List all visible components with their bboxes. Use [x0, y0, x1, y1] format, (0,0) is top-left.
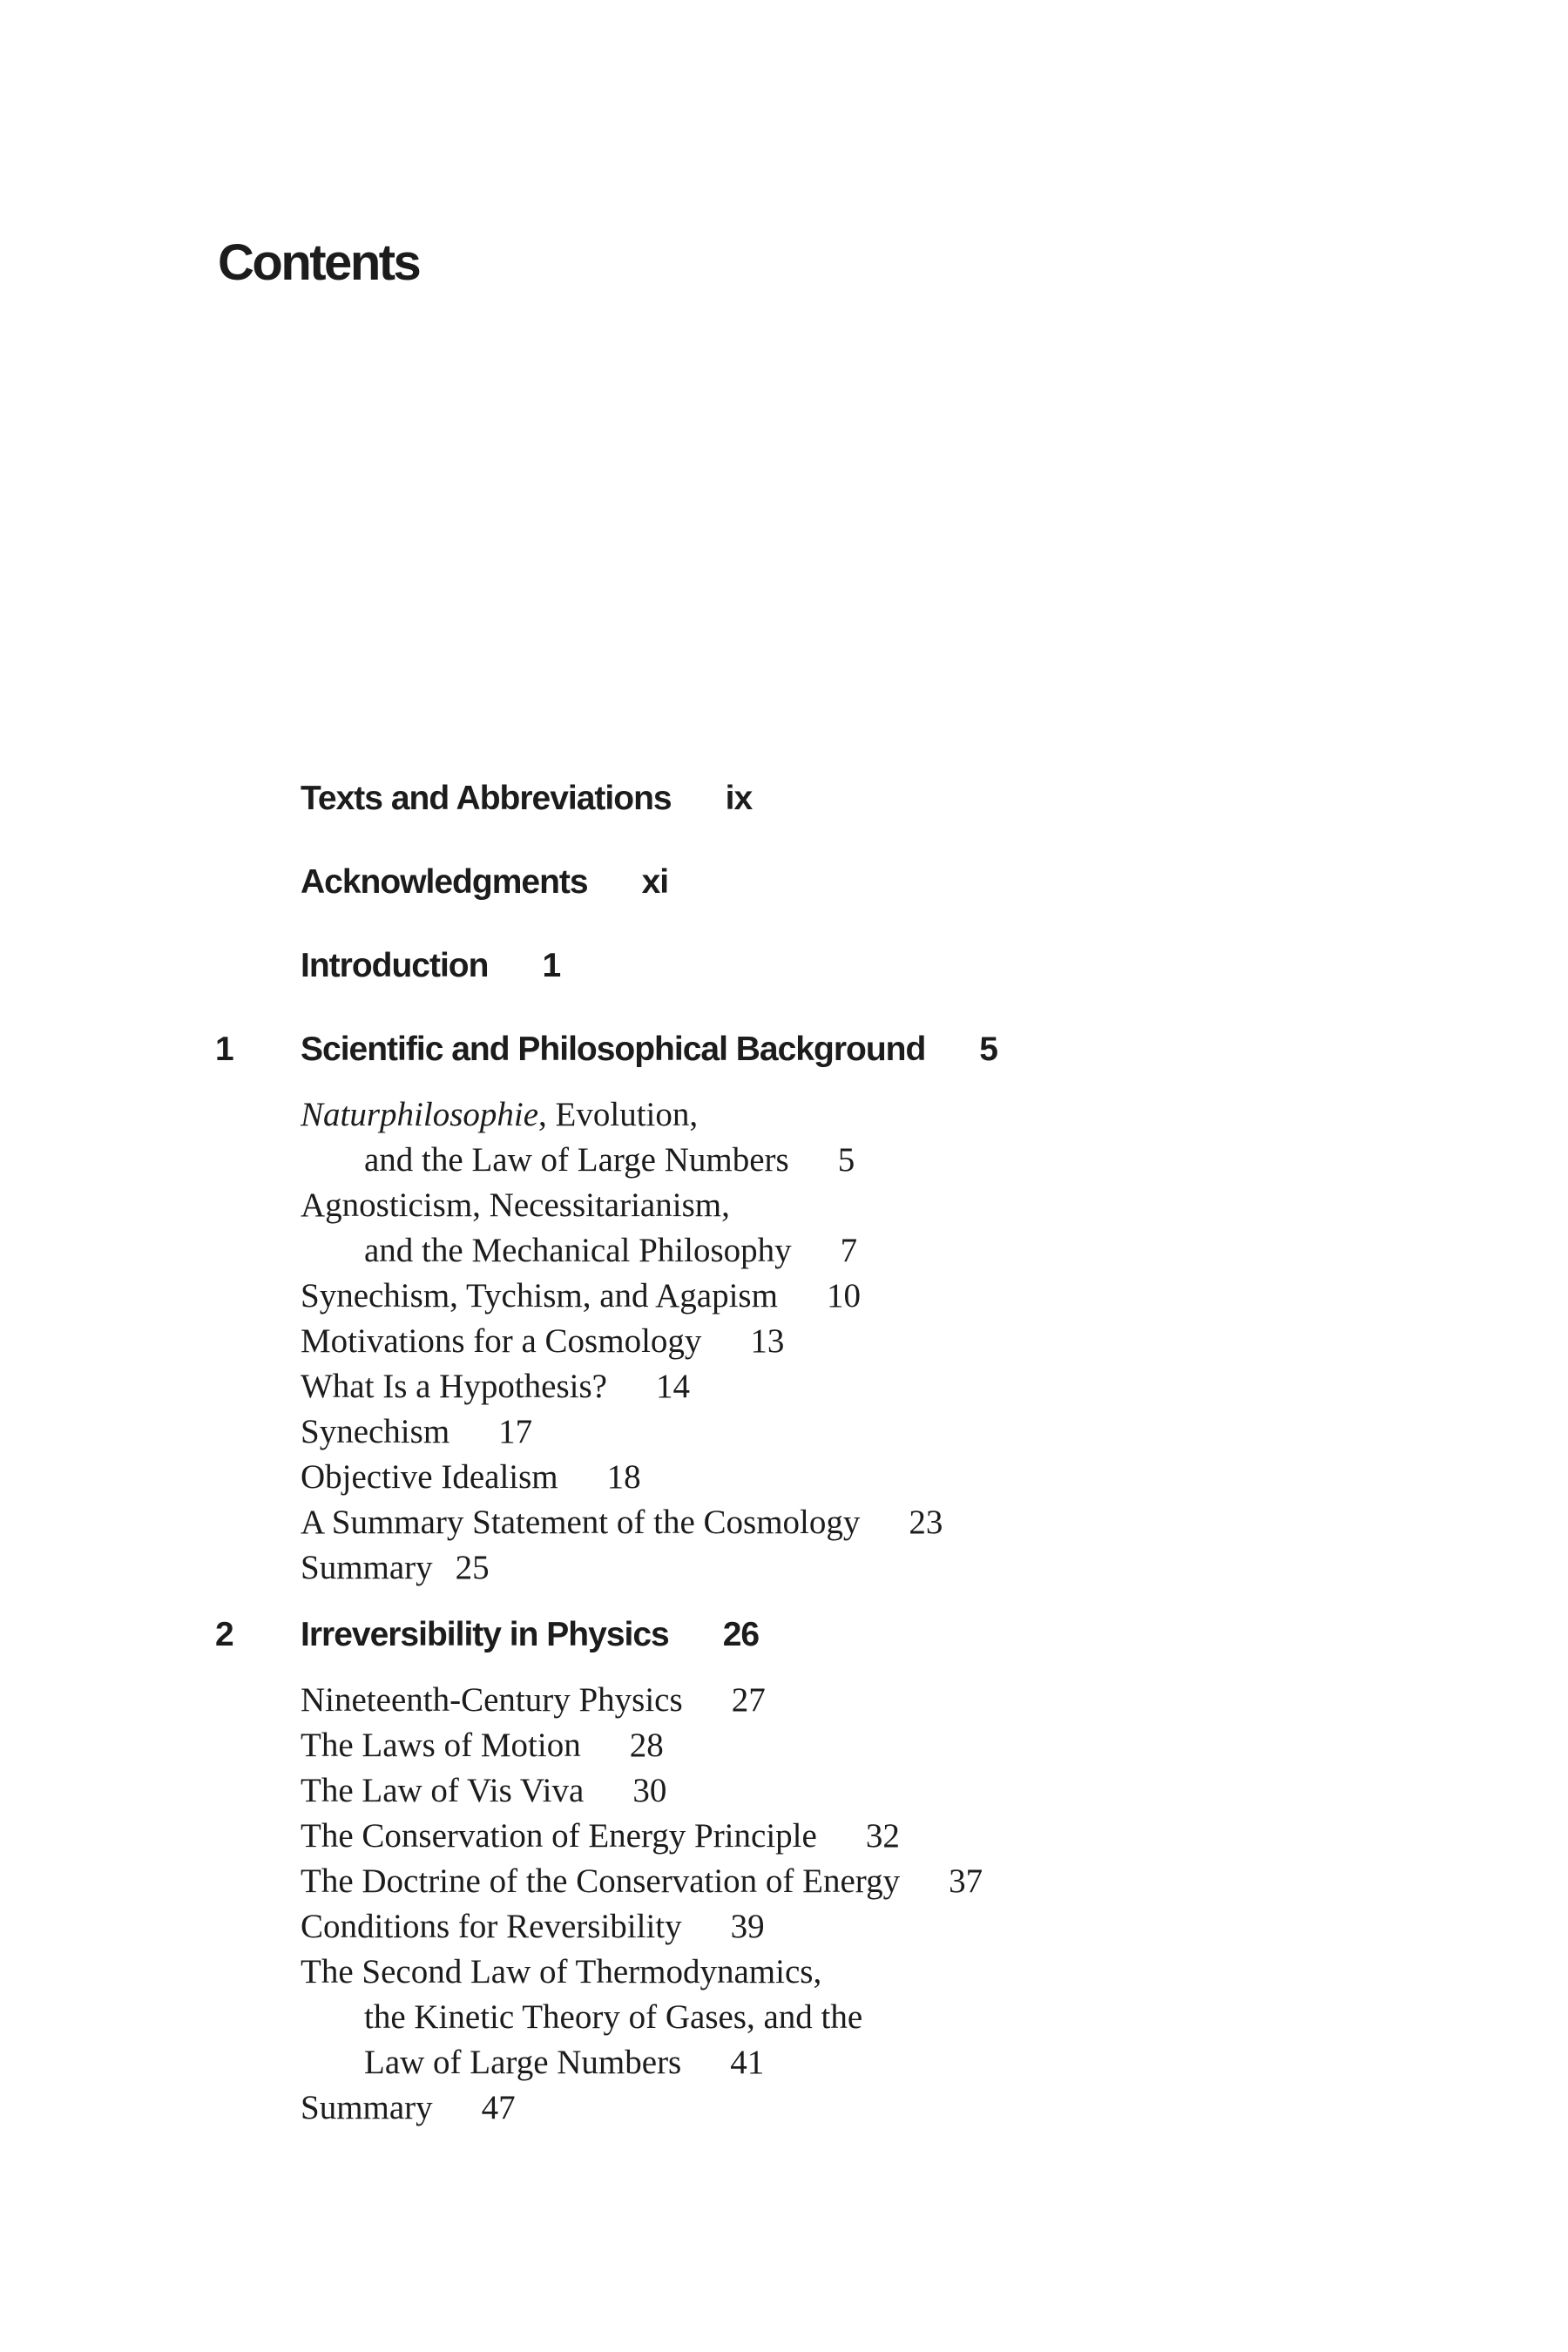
section-title: A Summary Statement of the Cosmology — [301, 1504, 861, 1541]
section-title-cont: and the Law of Large Numbers — [364, 1141, 789, 1179]
section-title: The Doctrine of the Conservation of Energy — [301, 1862, 901, 1900]
chapter-title: Irreversibility in Physics — [301, 1616, 669, 1653]
section-title: Synechism — [301, 1413, 450, 1450]
toc-entry-title: Texts and Abbreviations — [301, 780, 672, 817]
section-title: Synechism, Tychism, and Agapism — [301, 1277, 778, 1315]
toc-section[interactable] — [301, 1409, 943, 1455]
chapter-number: 2 — [215, 1616, 234, 1653]
toc-section[interactable] — [301, 1183, 943, 1274]
toc-section[interactable] — [301, 1768, 983, 1814]
toc-section[interactable] — [301, 1274, 943, 1319]
section-page: 39 — [730, 1908, 765, 1945]
section-page: 37 — [949, 1862, 983, 1900]
toc-section[interactable] — [301, 1500, 943, 1545]
section-page: 27 — [731, 1681, 766, 1719]
toc-section[interactable] — [301, 1364, 943, 1409]
section-title: Conditions for Reversibility — [301, 1908, 682, 1945]
toc-entry-introduction[interactable] — [301, 949, 560, 983]
chapter-1-sections — [301, 1092, 943, 1591]
chapter-page: 26 — [722, 1616, 760, 1653]
section-page: 18 — [606, 1458, 641, 1496]
section-title: Summary — [301, 2089, 433, 2126]
toc-section[interactable] — [301, 1904, 983, 1950]
section-page: 30 — [632, 1772, 667, 1809]
section-title: What Is a Hypothesis? — [301, 1368, 607, 1405]
chapter-2-sections — [301, 1678, 983, 2131]
section-page: 14 — [656, 1368, 690, 1405]
section-title: , Evolution, — [538, 1096, 699, 1133]
section-title: Objective Idealism — [301, 1458, 558, 1496]
chapter-number: 1 — [215, 1031, 234, 1068]
section-page: 25 — [455, 1549, 490, 1586]
toc-section[interactable] — [301, 1319, 943, 1364]
toc-section[interactable] — [301, 1950, 983, 2085]
section-title-cont: the Kinetic Theory of Gases, and the — [364, 1998, 863, 2036]
toc-section[interactable] — [301, 1723, 983, 1768]
section-page: 41 — [730, 2044, 765, 2081]
section-page: 5 — [837, 1141, 855, 1179]
toc-section[interactable] — [301, 1678, 983, 1723]
toc-entry-title: Introduction — [301, 947, 489, 984]
toc-entry-page: 1 — [542, 947, 561, 984]
toc-entry-page: xi — [641, 863, 669, 901]
section-page: 10 — [826, 1277, 861, 1315]
section-title: Summary — [301, 1549, 433, 1586]
toc-section[interactable] — [301, 2085, 983, 2131]
chapter-page: 5 — [979, 1031, 997, 1068]
section-title: Nineteenth-Century Physics — [301, 1681, 683, 1719]
chapter-title: Scientific and Philosophical Background — [301, 1031, 926, 1068]
section-title: Agnosticism, Necessitarianism, — [301, 1186, 730, 1224]
section-title-cont: and the Mechanical Philosophy — [364, 1232, 792, 1269]
section-title: The Law of Vis Viva — [301, 1772, 585, 1809]
toc-section[interactable] — [301, 1455, 943, 1500]
page-title: Contents — [218, 234, 420, 291]
section-page: 17 — [498, 1413, 533, 1450]
section-page: 13 — [750, 1322, 785, 1360]
section-page: 47 — [481, 2089, 516, 2126]
toc-section[interactable] — [301, 1859, 983, 1904]
section-title: The Laws of Motion — [301, 1727, 581, 1764]
toc-section[interactable] — [301, 1092, 943, 1183]
toc-entry-page: ix — [725, 780, 753, 817]
toc-section[interactable] — [301, 1814, 983, 1859]
chapter-heading-2[interactable] — [301, 1618, 759, 1652]
toc-section[interactable] — [301, 1545, 943, 1591]
section-page: 7 — [840, 1232, 858, 1269]
section-title: Motivations for a Cosmology — [301, 1322, 702, 1360]
toc-entry-texts-abbreviations[interactable] — [301, 781, 752, 815]
section-page: 23 — [909, 1504, 943, 1541]
section-title: The Conservation of Energy Principle — [301, 1817, 817, 1855]
toc-entry-acknowledgments[interactable] — [301, 865, 668, 899]
toc-entry-title: Acknowledgments — [301, 863, 588, 901]
chapter-heading-1[interactable] — [301, 1032, 997, 1066]
section-page: 28 — [629, 1727, 664, 1764]
section-page: 32 — [865, 1817, 900, 1855]
section-title-cont: Law of Large Numbers — [364, 2044, 682, 2081]
section-title-italic: Naturphilosophie — [301, 1096, 539, 1133]
section-title: The Second Law of Thermodynamics, — [301, 1953, 822, 1990]
